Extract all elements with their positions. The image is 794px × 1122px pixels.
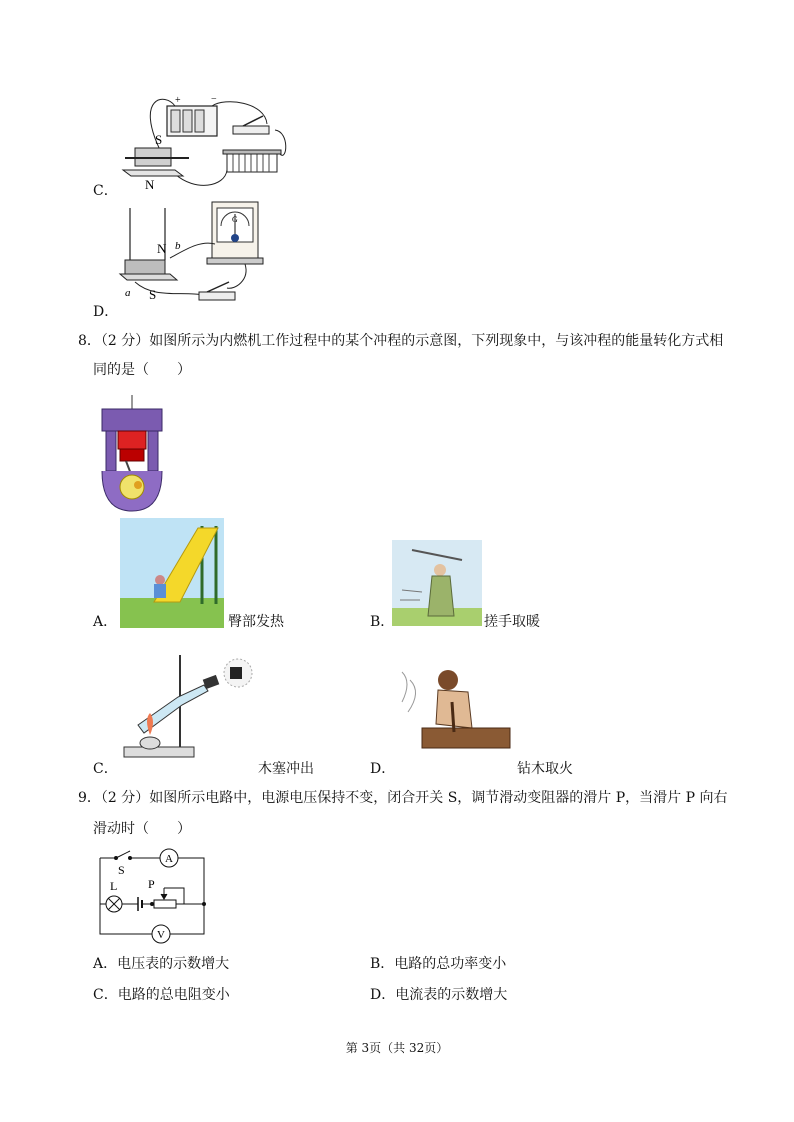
q8-stem-line2: 同的是（ ）	[93, 362, 191, 378]
option-d-letter: D．	[370, 761, 396, 777]
page-footer: 第 3页（共 32页）	[345, 1041, 449, 1055]
svg-text:L: L	[110, 879, 118, 893]
q9-option-b: B．电路的总功率变小	[370, 956, 507, 972]
option-d-drill-wood-image	[392, 662, 516, 760]
option-c-caption: 木塞冲出	[258, 761, 314, 777]
q7-option-d-label: D．	[93, 304, 119, 320]
svg-text:−: −	[211, 94, 217, 105]
q9-option-d: D．电流表的示数增大	[370, 987, 508, 1003]
option-c-letter: C．	[93, 761, 118, 777]
svg-text:+: +	[175, 95, 181, 106]
q7-figure-d	[115, 200, 265, 312]
option-b-rubbing-hands-image	[392, 540, 482, 626]
option-d-caption: 钻木取火	[517, 761, 573, 777]
option-b-letter: B．	[370, 614, 395, 630]
engine-stroke-diagram	[96, 395, 168, 513]
option-c-test-tube-image	[120, 645, 255, 760]
option-a-letter: A．	[93, 614, 118, 630]
q7-option-c-label: C．	[93, 183, 118, 199]
q9-stem-line1: 9．（2 分）如图所示电路中，电源电压保持不变，闭合开关 S，调节滑动变阻器的滑片 P，当滑片 P 向右	[78, 790, 728, 806]
svg-text:G: G	[232, 215, 238, 224]
svg-text:a: a	[125, 287, 131, 299]
option-b-caption: 搓手取暖	[484, 614, 540, 630]
svg-text:S: S	[155, 132, 163, 147]
svg-text:N: N	[145, 177, 155, 192]
q9-option-c: C．电路的总电阻变小	[93, 987, 230, 1003]
q9-circuit-diagram	[94, 844, 212, 946]
option-a-slide-image	[120, 518, 224, 628]
svg-text:N: N	[157, 241, 167, 256]
q9-option-a: A．电压表的示数增大	[93, 956, 230, 972]
svg-text:b: b	[175, 240, 181, 252]
svg-text:S: S	[149, 287, 157, 302]
q8-stem-line1: 8．（2 分）如图所示为内燃机工作过程中的某个冲程的示意图，下列现象中，与该冲程的能量转化方式相	[78, 333, 724, 349]
svg-text:A: A	[165, 853, 173, 865]
q7-figure-c	[115, 92, 290, 192]
svg-text:V: V	[157, 929, 165, 941]
option-a-caption: 臀部发热	[228, 614, 284, 630]
svg-text:S: S	[118, 863, 125, 877]
q9-stem-line2: 滑动时（ ）	[93, 821, 191, 837]
svg-text:P: P	[148, 877, 155, 891]
